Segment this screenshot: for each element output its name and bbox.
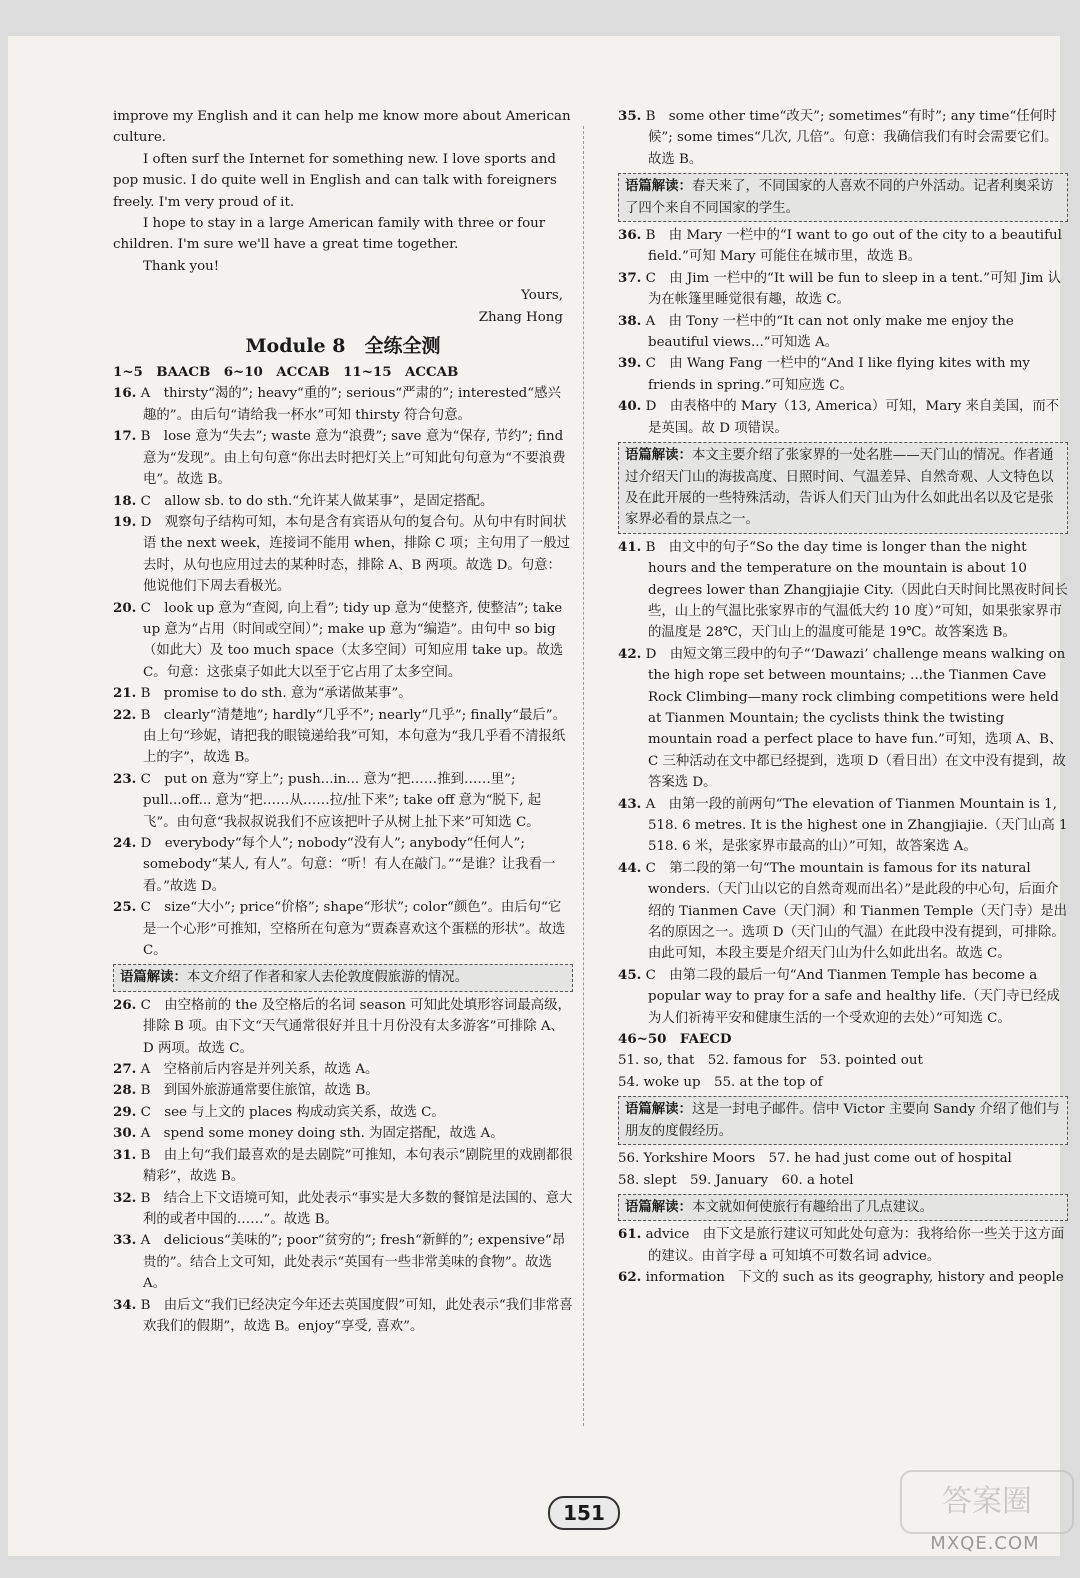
answer-list bbox=[113, 995, 573, 1338]
answers-46-50: 46~50 FAECD bbox=[618, 1031, 732, 1048]
answer-item bbox=[113, 1080, 573, 1101]
item-explanation: D 由短文第三段中的句子“‘Dawazi’ challenge means walking on the high rope set between mountains; ...the Tianmen Cave Rock Climbing—many rock climbing competitions were held at Tianmen Mountain; the cyclists think the twisting mountain road a perfect place to have fun.”可知，选项 A、B、C 三种活动在文中都已经提到，选项 D（看日出）在文中没有提到，故答案选 D。 bbox=[645, 646, 1066, 791]
item-number: 18. bbox=[113, 492, 137, 509]
answer-item bbox=[113, 1059, 573, 1080]
item-explanation: C see 与上文的 places 构成动宾关系，故选 C。 bbox=[140, 1104, 445, 1120]
answer-item bbox=[113, 1102, 573, 1123]
watermark-url: MXQE.COM bbox=[930, 1533, 1040, 1554]
item-number: 36. bbox=[618, 227, 642, 244]
passage-analysis-box bbox=[618, 442, 1068, 534]
answer-item bbox=[618, 396, 1068, 439]
answers-51-53: 51. so, that 52. famous for 53. pointed out bbox=[618, 1053, 923, 1069]
item-explanation: C 由第二段的最后一句“And Tianmen Temple has become a popular way to pray for a safe and healthy life.（天门寺已经成为人们祈祷平安和健康生活的一个受欢迎的去处）”可知选 C。 bbox=[645, 967, 1060, 1026]
item-explanation: B promise to do sth. 意为“承诺做某事”。 bbox=[140, 686, 412, 702]
item-number: 22. bbox=[113, 706, 137, 723]
item-number: 28. bbox=[113, 1082, 137, 1099]
item-explanation: C look up 意为“查阅, 向上看”; tidy up 意为“使整齐, 使整洁”; take up 意为“占用（时间或空间）”; make up 意为“编造”。由句中 so big（如此大）及 too much space（太多空间）可知应用 take up。故选 C。句意：这张桌子如此大以至于它占用了太多空间。 bbox=[140, 600, 564, 680]
right-column bbox=[618, 106, 1068, 1289]
passage-analysis-box bbox=[618, 1096, 1068, 1145]
answer-item bbox=[618, 794, 1068, 858]
box-text: 本文就如何使旅行有趣给出了几点建议。 bbox=[691, 1199, 933, 1215]
watermark-logo: 答案圈 bbox=[900, 1470, 1074, 1534]
answer-item bbox=[618, 106, 1068, 170]
item-number: 35. bbox=[618, 108, 642, 124]
answer-item bbox=[618, 1267, 1068, 1288]
item-explanation: information 下文的 such as its geography, history and people bbox=[645, 1270, 1064, 1286]
answer-list bbox=[618, 106, 1068, 170]
answer-item bbox=[113, 833, 573, 897]
box-text: 这是一封电子邮件。信中 Victor 主要向 Sandy 介绍了他们与朋友的度假经历。 bbox=[625, 1102, 1060, 1139]
answer-item bbox=[618, 225, 1068, 268]
answer-item bbox=[113, 897, 573, 961]
item-explanation: C allow sb. to do sth.“允许某人做某事”，是固定搭配。 bbox=[140, 493, 494, 509]
answer-item bbox=[618, 268, 1068, 311]
item-number: 40. bbox=[618, 398, 642, 415]
answer-item bbox=[618, 965, 1068, 1029]
item-explanation: D everybody“每个人”; nobody“没有人”; anybody“任何人”; somebody“某人, 有人”。句意：“听！有人在敲门。”“是谁？让我看一看。”故选 D。 bbox=[140, 836, 556, 894]
answer-item bbox=[113, 512, 573, 598]
item-explanation: B 由文中的句子“So the day time is longer than the night hours and the temperature on the mountain is about 10 degrees lower than Zhangjiajie City.（因此白天时间比黑夜时间长些，山上的气温比张家界市的气温低大约 10 度）”可知，如果张家界市的温度是 28℃，天门山上的温度可能是 19℃。故答案选 B。 bbox=[645, 539, 1068, 641]
item-number: 25. bbox=[113, 899, 137, 916]
box-label: 语篇解读： bbox=[625, 178, 692, 195]
item-explanation: B 由后文“我们已经决定今年还去英国度假”可知，此处表示“我们非常喜欢我们的假期”，故选 B。enjoy“享受, 喜欢”。 bbox=[140, 1297, 573, 1334]
item-explanation: B 结合上下文语境可知，此处表示“事实是大多数的餐馆是法国的、意大利的或者中国的……”。故选 B。 bbox=[140, 1190, 573, 1227]
box-label: 语篇解读： bbox=[625, 1198, 692, 1215]
item-explanation: A 由 Tony 一栏中的“It can not only make me enjoy the beautiful views...”可知选 A。 bbox=[645, 313, 1014, 351]
item-number: 26. bbox=[113, 996, 137, 1013]
item-explanation: B 由上句“我们最喜欢的是去剧院”可推知，本句表示“剧院里的戏剧都很精彩”，故选 B。 bbox=[140, 1147, 573, 1185]
box-label: 语篇解读： bbox=[120, 969, 187, 986]
item-number: 43. bbox=[618, 795, 642, 812]
item-number: 30. bbox=[113, 1125, 137, 1142]
item-number: 44. bbox=[618, 859, 642, 876]
answer-key-page bbox=[8, 36, 1068, 1556]
item-explanation: C put on 意为“穿上”; push...in... 意为“把……推到……里”; pull...off... 意为“把……从……拉/扯下来”; take off 意为“脱下, 起飞”。由句意“我叔叔说我们不应该把叶子从树上扯下来”可知选 C。 bbox=[140, 771, 542, 830]
letter-paragraph: improve my English and it can help me know more about American culture. bbox=[113, 109, 571, 146]
item-explanation: B 由 Mary 一栏中的“I want to go out of the city to a beautiful field.”可知 Mary 可能住在城市里，故选 B。 bbox=[645, 228, 1062, 265]
module-title: Module 8 全练全测 bbox=[245, 335, 441, 358]
letter-paragraph: I hope to stay in a large American family with three or four children. I'm sure we'll have a great time together. bbox=[113, 216, 546, 253]
item-explanation: B 到国外旅游通常要住旅馆，故选 B。 bbox=[140, 1083, 379, 1099]
item-number: 62. bbox=[618, 1269, 642, 1286]
box-text: 春天来了，不同国家的人喜欢不同的户外活动。记者利奥采访了四个来自不同国家的学生。 bbox=[625, 179, 1054, 216]
answers-1-15: 1~5 BAACB 6~10 ACCAB 11~15 ACCAB bbox=[113, 364, 459, 381]
item-number: 33. bbox=[113, 1232, 137, 1249]
passage-analysis-box bbox=[618, 1194, 1068, 1221]
item-explanation: A spend some money doing sth. 为固定搭配，故选 A。 bbox=[140, 1126, 504, 1142]
item-number: 32. bbox=[113, 1189, 137, 1206]
answer-item bbox=[113, 598, 573, 684]
item-number: 39. bbox=[618, 355, 642, 372]
passage-analysis-box bbox=[618, 173, 1068, 222]
answer-item bbox=[113, 1295, 573, 1338]
answer-item bbox=[618, 858, 1068, 965]
item-number: 42. bbox=[618, 645, 642, 662]
box-text: 本文介绍了作者和家人去伦敦度假旅游的情况。 bbox=[186, 970, 469, 986]
item-number: 27. bbox=[113, 1061, 137, 1078]
answer-item bbox=[113, 491, 573, 512]
item-explanation: B lose 意为“失去”; waste 意为“浪费”; save 意为“保存, 节约”; find 意为“发现”。由上句句意“你出去时把灯关上”可知此句句意为“不要浪费电”。故选 B。 bbox=[140, 429, 566, 488]
box-label: 语篇解读： bbox=[625, 1101, 692, 1118]
item-explanation: advice 由下文是旅行建议可知此处句意为：我将给你一些关于这方面的建议。由首字母 a 可知填不可数名词 advice。 bbox=[645, 1227, 1065, 1264]
answer-item bbox=[113, 683, 573, 704]
answer-item bbox=[618, 353, 1068, 396]
item-number: 34. bbox=[113, 1296, 137, 1313]
answer-list bbox=[618, 1224, 1068, 1288]
letter-signature: Zhang Hong bbox=[478, 309, 563, 325]
item-number: 19. bbox=[113, 513, 137, 530]
item-explanation: C size“大小”; price“价格”; shape“形状”; color“颜色”。由后句“它是一个心形”可推知，空格所在句意为“贾森喜欢这个蛋糕的形状”。故选 C。 bbox=[140, 900, 566, 959]
item-explanation: C 由空格前的 the 及空格后的名词 season 可知此处填形容词最高级，排除 B 项。由下文“天气通常很好并且十月份没有太多游客”可排除 A、D 两项。故选 C。 bbox=[140, 997, 571, 1056]
letter-closing: Yours, bbox=[521, 288, 563, 304]
page-number: 151 bbox=[548, 1496, 620, 1530]
item-number: 20. bbox=[113, 599, 137, 616]
answer-item bbox=[618, 311, 1068, 354]
item-number: 31. bbox=[113, 1146, 137, 1163]
item-explanation: C 第二段的第一句“The mountain is famous for its natural wonders.（天门山以它的自然奇观而出名）”是此段的中心句，后面介绍的 Tianmen Cave（天门洞）和 Tianmen Temple（天门寺）是出名的原因之一。选项 D（天门山的气温）在此段中没有提到，可排除。由此可知，本段主要是介绍天门山为什么如此出名。故选 C。 bbox=[645, 860, 1068, 962]
item-explanation: C 由 Jim 一栏中的“It will be fun to sleep in a tent.”可知 Jim 认为在帐篷里睡觉很有趣，故选 C。 bbox=[645, 270, 1061, 308]
item-explanation: B some other time“改天”; sometimes“有时”; any time“任何时候”; some times“几次, 几倍”。句意：我确信我们有时会需要它们。故选 B。 bbox=[645, 109, 1058, 167]
answer-item bbox=[113, 426, 573, 490]
passage-analysis-box bbox=[113, 964, 573, 991]
answer-item bbox=[113, 1145, 573, 1188]
item-number: 61. bbox=[618, 1226, 642, 1243]
item-number: 41. bbox=[618, 538, 642, 555]
box-label: 语篇解读： bbox=[625, 447, 692, 464]
item-explanation: A delicious“美味的”; poor“贫穷的”; fresh“新鲜的”; expensive“昂贵的”。结合上文可知，此处表示“英国有一些非常美味的食物”。故选 A。 bbox=[140, 1233, 566, 1292]
item-number: 17. bbox=[113, 428, 137, 445]
item-number: 37. bbox=[618, 269, 642, 286]
answer-item bbox=[113, 1188, 573, 1231]
answer-item bbox=[113, 769, 573, 833]
item-explanation: B clearly“清楚地”; hardly“几乎不”; nearly“几乎”; finally“最后”。由上句“珍妮，请把我的眼镜递给我”可知，本句意为“我几乎看不清报纸上的字”，故选 B。 bbox=[140, 707, 566, 766]
answer-item bbox=[113, 383, 573, 426]
letter-paragraph: Thank you! bbox=[143, 258, 220, 274]
answers-56-57: 56. Yorkshire Moors 57. he had just come out of hospital bbox=[618, 1151, 1012, 1167]
answer-list bbox=[618, 225, 1068, 439]
letter-paragraph: I often surf the Internet for something new. I love sports and pop music. I do quite well in English and can talk with foreigners freely. I'm very proud of it. bbox=[113, 151, 557, 210]
answers-54-55: 54. woke up 55. at the top of bbox=[618, 1074, 823, 1090]
answer-item bbox=[113, 995, 573, 1059]
item-number: 24. bbox=[113, 835, 137, 851]
item-explanation: D 由表格中的 Mary（13, America）可知，Mary 来自美国，而不是英国。故 D 项错误。 bbox=[645, 399, 1060, 436]
answer-list bbox=[113, 383, 573, 961]
left-column bbox=[113, 106, 573, 1337]
item-number: 38. bbox=[618, 312, 642, 329]
column-divider bbox=[583, 126, 584, 1426]
item-explanation: A 由第一段的前两句“The elevation of Tianmen Mountain is 1, 518. 6 metres. It is the highest one in Zhangjiajie.（天门山高 1 518. 6 米，是张家界市最高的山）”可知，故答案选 A。 bbox=[645, 796, 1068, 855]
item-number: 29. bbox=[113, 1103, 137, 1120]
box-text: 本文主要介绍了张家界的一处名胜——天门山的情况。作者通过介绍天门山的海拔高度、日照时间、气温差异、自然奇观、人文特色以及在此开展的一些特殊活动，告诉人们天门山为什么如此出名以及它是张家界必看的景点之一。 bbox=[625, 448, 1054, 528]
answer-item bbox=[113, 1123, 573, 1144]
item-number: 16. bbox=[113, 385, 137, 402]
item-explanation: C 由 Wang Fang 一栏中的“And I like flying kites with my friends in spring.”可知应选 C。 bbox=[645, 356, 1030, 393]
answer-item bbox=[618, 644, 1068, 794]
item-number: 23. bbox=[113, 770, 137, 787]
item-number: 45. bbox=[618, 966, 642, 983]
answers-58-60: 58. slept 59. January 60. a hotel bbox=[618, 1172, 854, 1188]
answer-list bbox=[618, 537, 1068, 1029]
item-explanation: D 观察句子结构可知，本句是含有宾语从句的复合句。从句中有时间状语 the next week，连接词不能用 when，排除 C 项；主句用了一般过去时，从句也应用过去的某种时态，排除 A、B 两项。故选 D。句意：他说他们下周去看极光。 bbox=[140, 514, 571, 595]
item-number: 21. bbox=[113, 685, 137, 702]
answer-item bbox=[113, 705, 573, 769]
item-explanation: A thirsty“渴的”; heavy“重的”; serious“严肃的”; interested“感兴趣的”。由后句“请给我一杯水”可知 thirsty 符合句意。 bbox=[140, 386, 561, 423]
answer-item bbox=[113, 1230, 573, 1294]
item-explanation: A 空格前后内容是并列关系，故选 A。 bbox=[140, 1062, 379, 1078]
answer-item bbox=[618, 537, 1068, 644]
answer-item bbox=[618, 1224, 1068, 1267]
